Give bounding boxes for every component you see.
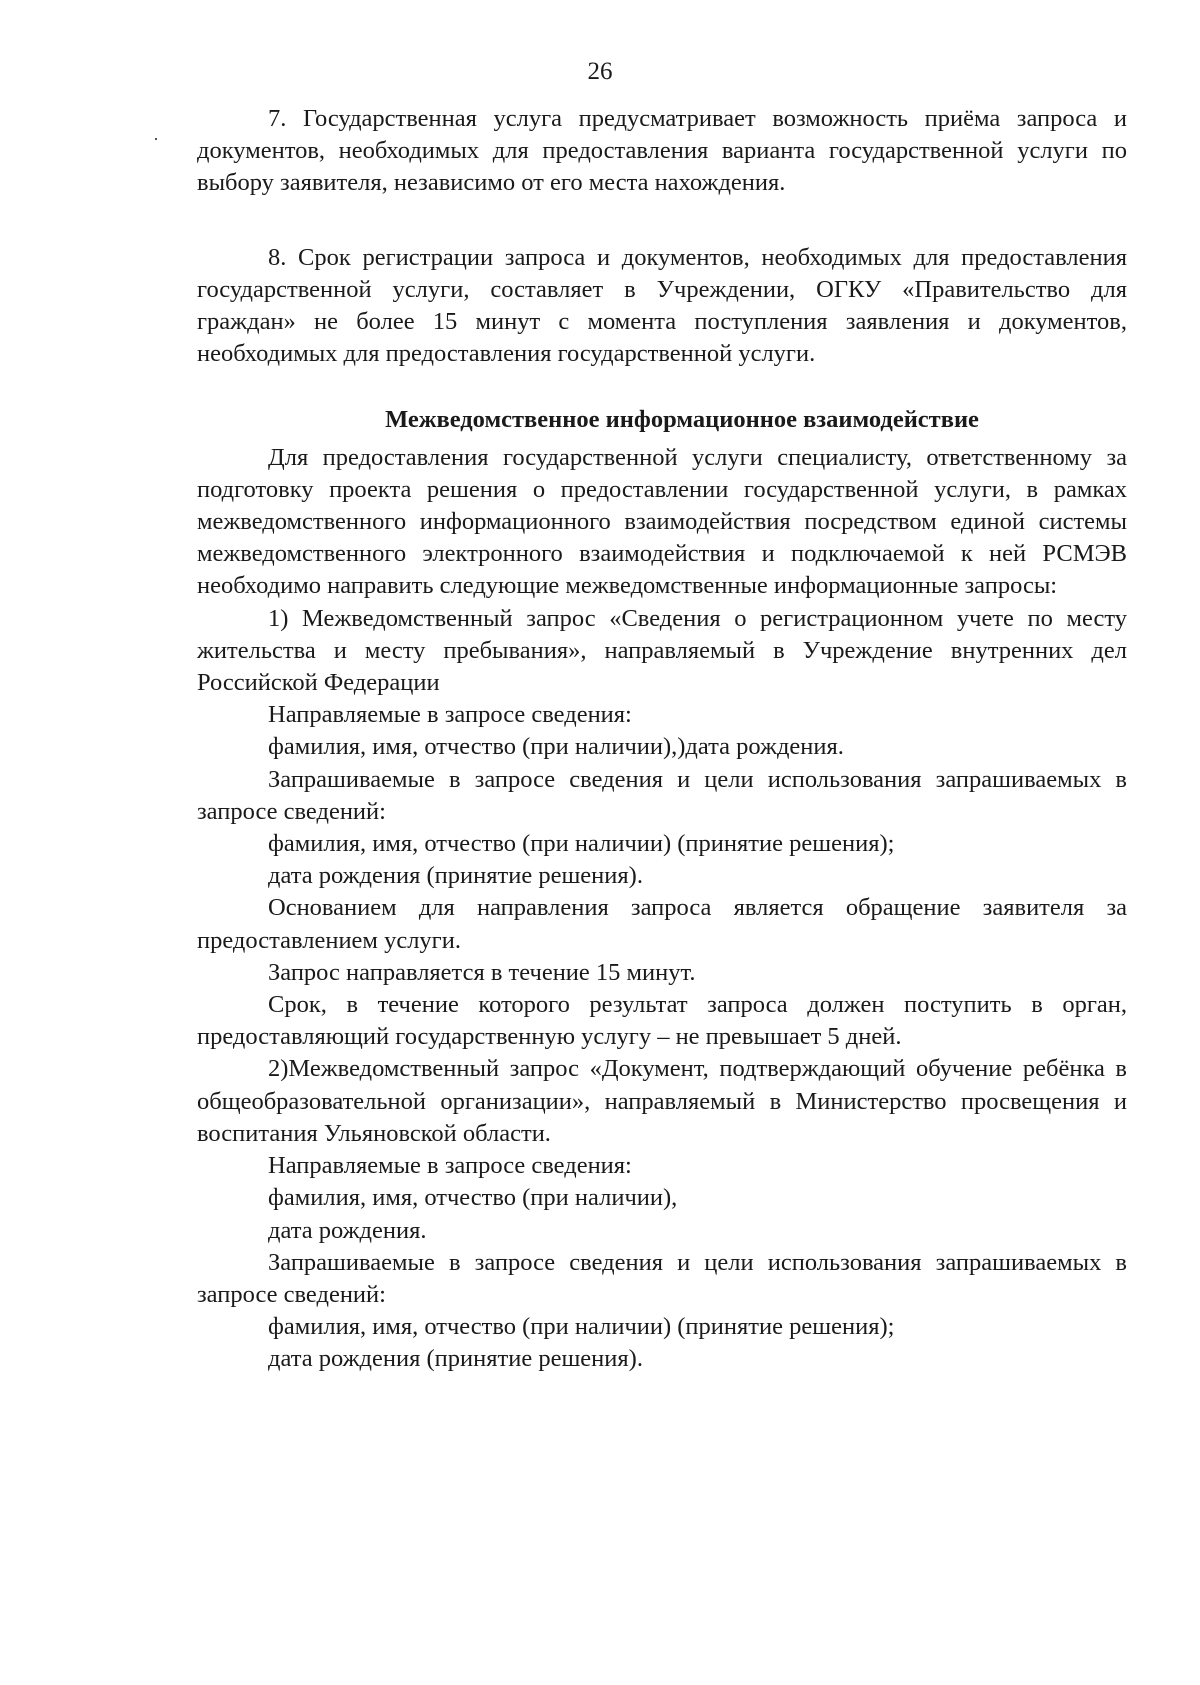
section-heading: Межведомственное информационное взаимодействие — [385, 406, 979, 434]
request-2-requested-item-name: фамилия, имя, отчество (при наличии) (принятие решения); — [268, 1313, 895, 1341]
request-2-requested-item-birthdate: дата рождения (принятие решения). — [268, 1345, 643, 1373]
request-1-title: 1) Межведомственный запрос «Сведения о регистрационном учете по месту жительства и месту пребывания», направляемый в Учреждение внутренних дел Российской Федерации — [197, 604, 1127, 697]
request-1-requested-item-name: фамилия, имя, отчество (при наличии) (принятие решения); — [268, 830, 895, 858]
page-number: 26 — [587, 58, 613, 85]
request-1-requested-item-birthdate: дата рождения (принятие решения). — [268, 862, 643, 890]
paragraph-item-8: 8. Срок регистрации запроса и документов, необходимых для предоставления государственной услуги, составляет в Учреждении, ОГКУ «Правительство для граждан» не более 15 минут с момента поступления заявления и документов, необходимых для предоставления государственной услуги. — [197, 243, 1127, 368]
request-2-requested-data-label: Запрашиваемые в запросе сведения и цели использования запрашиваемых в запросе сведений: — [197, 1248, 1127, 1308]
request-2-sent-item-name: фамилия, имя, отчество (при наличии), — [268, 1184, 678, 1212]
request-2-title: 2)Межведомственный запрос «Документ, подтверждающий обучение ребёнка в общеобразовательной организации», направляемый в Министерство просвещения и воспитания Ульяновской области. — [197, 1055, 1127, 1147]
section-intro-paragraph: Для предоставления государственной услуги специалисту, ответственному за подготовку проекта решения о предоставлении государственной услуги, в рамках межведомственного информационного взаимодействия посредством единой системы межведомственного электронного взаимодействия и подключаемой к ней РСМЭВ необходимо направить следующие межведомственные информационные запросы: — [197, 443, 1127, 600]
request-1-sent-data-label: Направляемые в запросе сведения: — [268, 701, 632, 729]
request-2-sent-data-label: Направляемые в запросе сведения: — [268, 1152, 632, 1180]
request-1-response-deadline: Срок, в течение которого результат запроса должен поступить в орган, предоставляющий государственную услугу – не превышает 5 дней. — [197, 991, 1127, 1051]
scan-artifact-dot — [155, 138, 157, 140]
document-body — [197, 103, 1127, 1376]
request-1-sent-data-value: фамилия, имя, отчество (при наличии),)дата рождения. — [268, 733, 844, 761]
request-2-sent-item-birthdate: дата рождения. — [268, 1216, 427, 1244]
paragraph-item-7: 7. Государственная услуга предусматривает возможность приёма запроса и документов, необходимых для предоставления варианта государственной услуги по выбору заявителя, независимо от его места нахождения. — [197, 105, 1127, 197]
request-1-requested-data-label: Запрашиваемые в запросе сведения и цели использования запрашиваемых в запросе сведений: — [197, 765, 1127, 825]
request-1-send-time: Запрос направляется в течение 15 минут. — [268, 958, 696, 986]
request-1-basis: Основанием для направления запроса является обращение заявителя за предоставлением услуги. — [197, 894, 1127, 954]
